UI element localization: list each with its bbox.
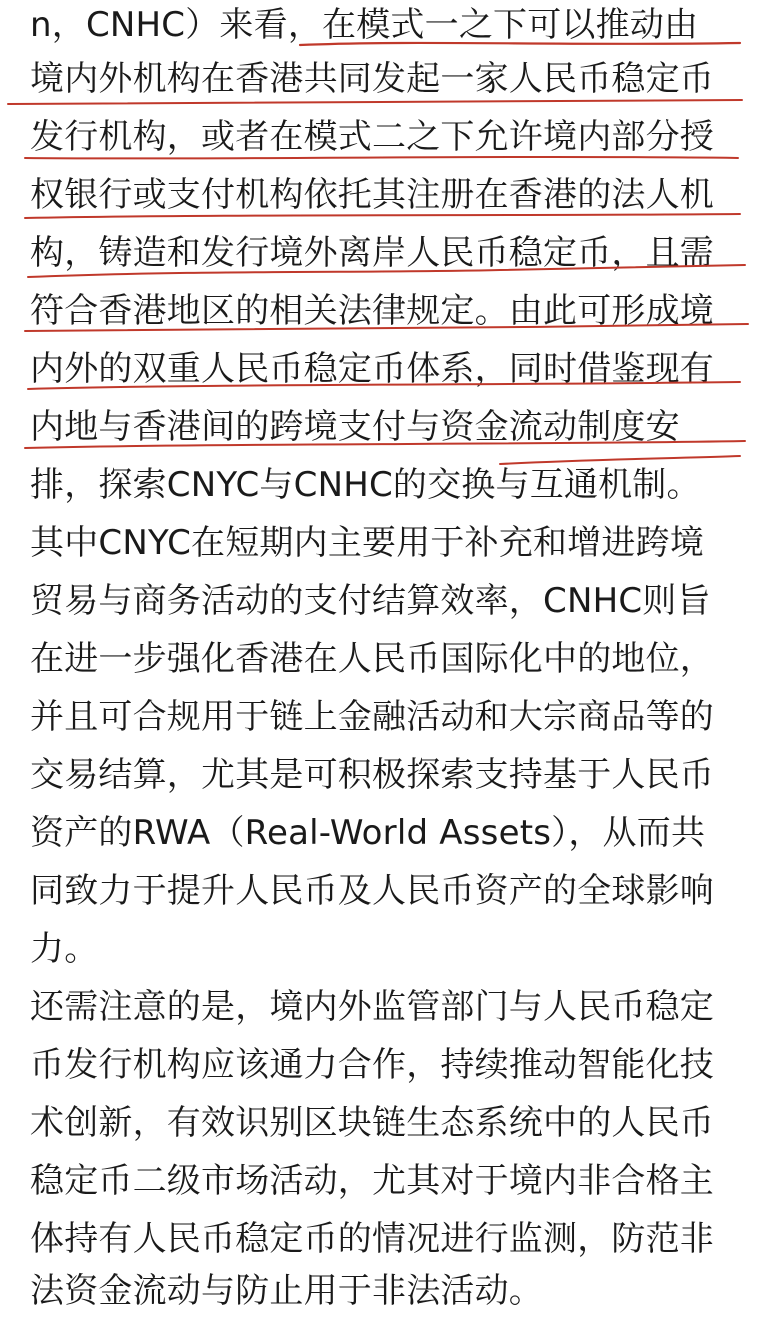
- text-line-10: 其中CNYC在短期内主要用于补充和增进跨境: [30, 523, 705, 563]
- text-line-1: n，CNHC）来看，在模式一之下可以推动由: [30, 5, 699, 45]
- text-line-3: 发行机构，或者在模式二之下允许境内部分授: [30, 117, 714, 157]
- text-line-7: 内外的双重人民币稳定币体系，同时借鉴现有: [30, 349, 714, 389]
- text-line-6: 符合香港地区的相关法律规定。由此可形成境: [30, 291, 714, 331]
- text-line-18: 还需注意的是，境内外监管部门与人民币稳定: [30, 987, 714, 1027]
- text-line-4: 权银行或支付机构依托其注册在香港的法人机: [30, 175, 714, 215]
- text-line-15: 资产的RWA（Real-World Assets），从而共: [30, 813, 706, 853]
- text-line-2: 境内外机构在香港共同发起一家人民币稳定币: [30, 59, 714, 99]
- text-line-17: 力。: [30, 929, 99, 969]
- text-line-20: 术创新，有效识别区块链生态系统中的人民币: [30, 1103, 714, 1143]
- text-line-22: 体持有人民币稳定币的情况进行监测，防范非: [30, 1219, 714, 1259]
- text-line-5: 构，铸造和发行境外离岸人民币稳定币，且需: [30, 233, 714, 273]
- text-line-12: 在进一步强化香港在人民币国际化中的地位，: [30, 639, 714, 679]
- text-line-14: 交易结算，尤其是可积极探索支持基于人民币: [30, 755, 714, 795]
- text-line-9: 排，探索CNYC与CNHC的交换与互通机制。: [30, 465, 701, 505]
- text-line-16: 同致力于提升人民币及人民币资产的全球影响: [30, 871, 714, 911]
- text-line-23: 法资金流动与防止用于非法活动。: [30, 1271, 543, 1311]
- text-line-8: 内地与香港间的跨境支付与资金流动制度安: [30, 407, 680, 447]
- text-line-19: 币发行机构应该通力合作，持续推动智能化技: [30, 1045, 714, 1085]
- text-line-21: 稳定币二级市场活动，尤其对于境内非合格主: [30, 1161, 714, 1201]
- text-line-13: 并且可合规用于链上金融活动和大宗商品等的: [30, 697, 714, 737]
- text-line-11: 贸易与商务活动的支付结算效率，CNHC则旨: [30, 581, 711, 621]
